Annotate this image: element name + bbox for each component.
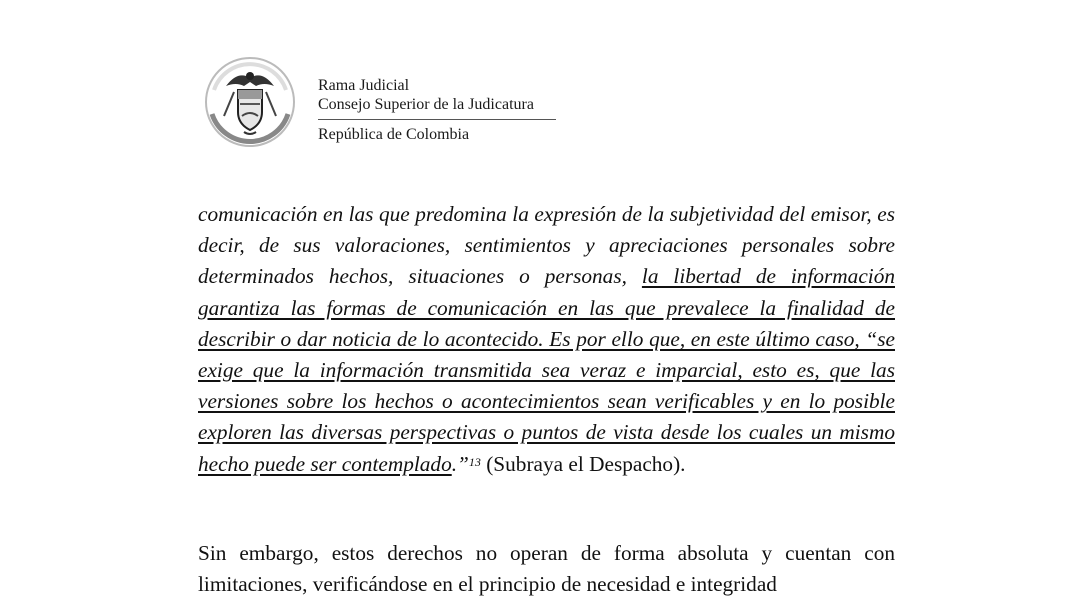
footnote-ref: 13 bbox=[468, 454, 481, 469]
org-line-rama-judicial: Rama Judicial bbox=[318, 77, 410, 94]
quote-close: .” bbox=[451, 451, 469, 476]
paragraph-1-italic-text: comunicación en las que predomina la expresión de la subjetividad del emisor, es decir, de sus valoraciones, sentimientos y apreciaciones personales sobre determinados hechos, situaciones o personas, bbox=[198, 202, 895, 289]
letterhead-divider bbox=[318, 119, 556, 120]
org-line-consejo: Consejo Superior de la Judicatura bbox=[318, 96, 534, 113]
paragraph-1-closing: (Subraya el Despacho). bbox=[480, 451, 686, 476]
paragraph-2: Sin embargo, estos derechos no operan de forma absoluta y cuentan con limitaciones, verificándose en el principio de necesidad e integridad bbox=[198, 541, 895, 597]
letterhead bbox=[204, 56, 564, 156]
coat-of-arms-seal-icon bbox=[204, 56, 296, 148]
organization-name bbox=[318, 76, 556, 144]
paragraph-1 bbox=[198, 199, 895, 480]
org-line-republica: República de Colombia bbox=[318, 126, 470, 143]
paragraph-1-underlined-text: la libertad de información garantiza las formas de comunicación en las que prevalece la finalidad de describir o dar noticia de lo acontecido. Es por ello que, en este último caso, “se exige que la información transmitida sea veraz e imparcial, esto es, que las versiones sobre los hechos o acontecimientos sean verificables y en lo posible exploren las diversas perspectivas o puntos de vista desde los cuales un mismo hecho puede ser contemplado bbox=[198, 264, 895, 476]
